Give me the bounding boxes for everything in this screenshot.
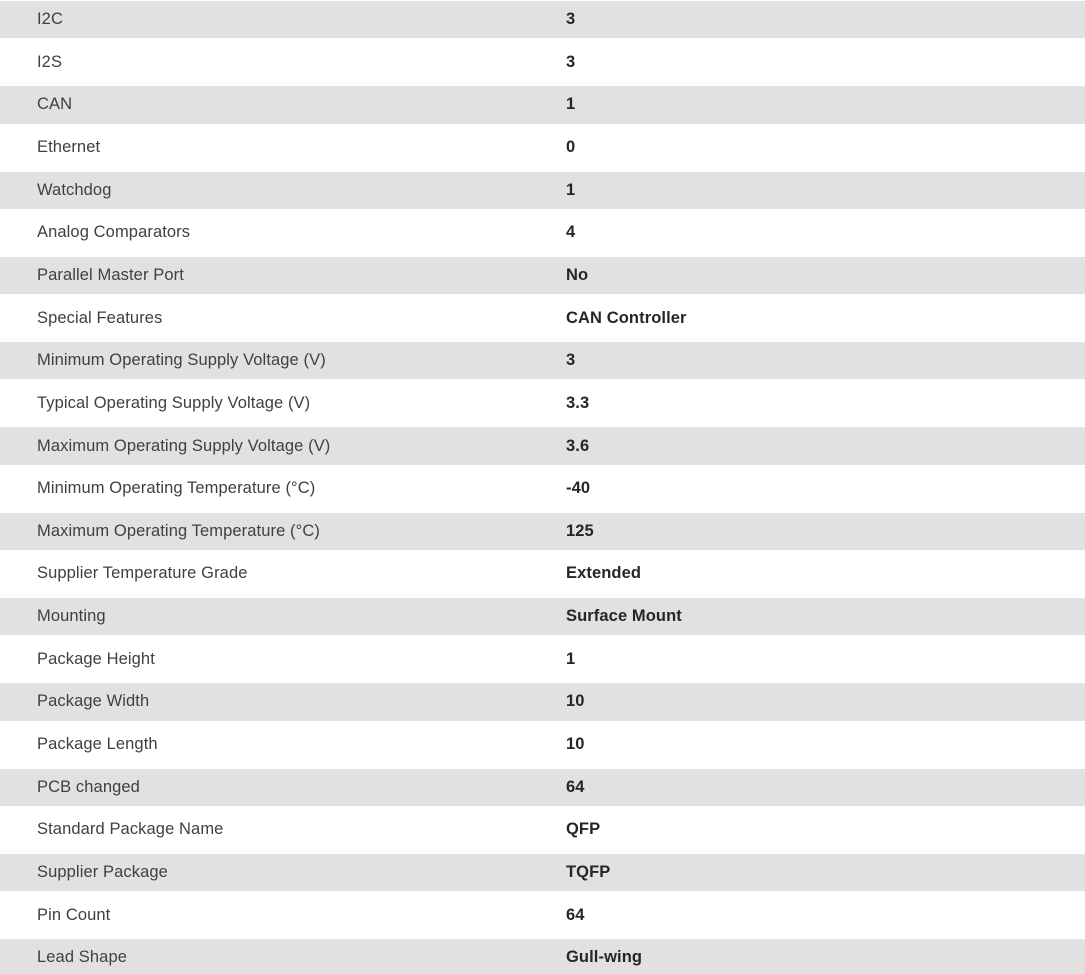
spec-row — [0, 769, 1085, 806]
spec-row-value: 64 — [566, 905, 585, 924]
spec-row — [0, 513, 1085, 550]
spec-row-value: 0 — [566, 138, 576, 157]
spec-row-label: I2C — [37, 10, 63, 29]
spec-row — [0, 257, 1085, 294]
spec-row-value: 64 — [566, 777, 585, 796]
spec-row — [0, 129, 1085, 166]
spec-row-label: Parallel Master Port — [37, 265, 184, 284]
spec-row — [0, 1, 1085, 38]
spec-row-value: 3 — [566, 10, 576, 29]
spec-row — [0, 385, 1085, 422]
spec-row — [0, 811, 1085, 848]
spec-row-label: Lead Shape — [37, 948, 128, 967]
spec-row-label: Minimum Operating Temperature (°C) — [37, 479, 316, 498]
spec-row-label: CAN — [37, 95, 73, 114]
spec-row — [0, 342, 1085, 379]
spec-row — [0, 598, 1085, 635]
spec-row — [0, 641, 1085, 678]
spec-row-value: 4 — [566, 223, 576, 242]
spec-row-label: Mounting — [37, 607, 106, 626]
spec-row — [0, 172, 1085, 209]
spec-row-label: Maximum Operating Supply Voltage (V) — [37, 436, 331, 455]
spec-row-label: Maximum Operating Temperature (°C) — [37, 521, 320, 540]
spec-row-value: Surface Mount — [566, 607, 682, 626]
spec-row-label: PCB changed — [37, 777, 140, 796]
spec-row-value: 10 — [566, 735, 585, 754]
spec-row — [0, 299, 1085, 336]
spec-row-value: Extended — [566, 564, 642, 583]
spec-row — [0, 555, 1085, 592]
spec-row-label: I2S — [37, 52, 63, 71]
spec-row-value: CAN Controller — [566, 308, 687, 327]
spec-row-label: Analog Comparators — [37, 223, 191, 242]
spec-row-value: 1 — [566, 95, 576, 114]
spec-row-label: Watchdog — [37, 180, 112, 199]
spec-row — [0, 44, 1085, 81]
spec-row — [0, 683, 1085, 720]
spec-row-value: 1 — [566, 180, 576, 199]
spec-row — [0, 939, 1085, 974]
spec-row-value: Gull-wing — [566, 948, 643, 967]
spec-row-value: 10 — [566, 692, 585, 711]
spec-row-value: 3 — [566, 52, 576, 71]
spec-row-label: Pin Count — [37, 905, 111, 924]
spec-row-label: Typical Operating Supply Voltage (V) — [37, 393, 311, 412]
spec-row-label: Package Width — [37, 692, 150, 711]
spec-row-label: Standard Package Name — [37, 820, 224, 839]
spec-row — [0, 470, 1085, 507]
spec-row-value: 3 — [566, 351, 576, 370]
spec-row-value: 3.6 — [566, 436, 590, 455]
spec-row-value: -40 — [566, 479, 591, 498]
spec-row-label: Supplier Temperature Grade — [37, 564, 248, 583]
spec-row-value: No — [566, 265, 589, 284]
spec-row — [0, 214, 1085, 251]
spec-row — [0, 427, 1085, 464]
spec-row-label: Package Height — [37, 649, 155, 668]
spec-row-value: TQFP — [566, 862, 611, 881]
spec-row-value: 3.3 — [566, 393, 590, 412]
spec-row-value: 125 — [566, 521, 594, 540]
spec-row — [0, 86, 1085, 123]
spec-row-label: Special Features — [37, 308, 163, 327]
spec-row-label: Supplier Package — [37, 862, 168, 881]
spec-row-label: Minimum Operating Supply Voltage (V) — [37, 351, 326, 370]
spec-row-label: Package Length — [37, 735, 158, 754]
spec-row — [0, 896, 1085, 933]
spec-row-label: Ethernet — [37, 138, 101, 157]
spec-row — [0, 726, 1085, 763]
spec-row-value: QFP — [566, 820, 601, 839]
spec-row — [0, 854, 1085, 891]
spec-row-value: 1 — [566, 649, 576, 668]
